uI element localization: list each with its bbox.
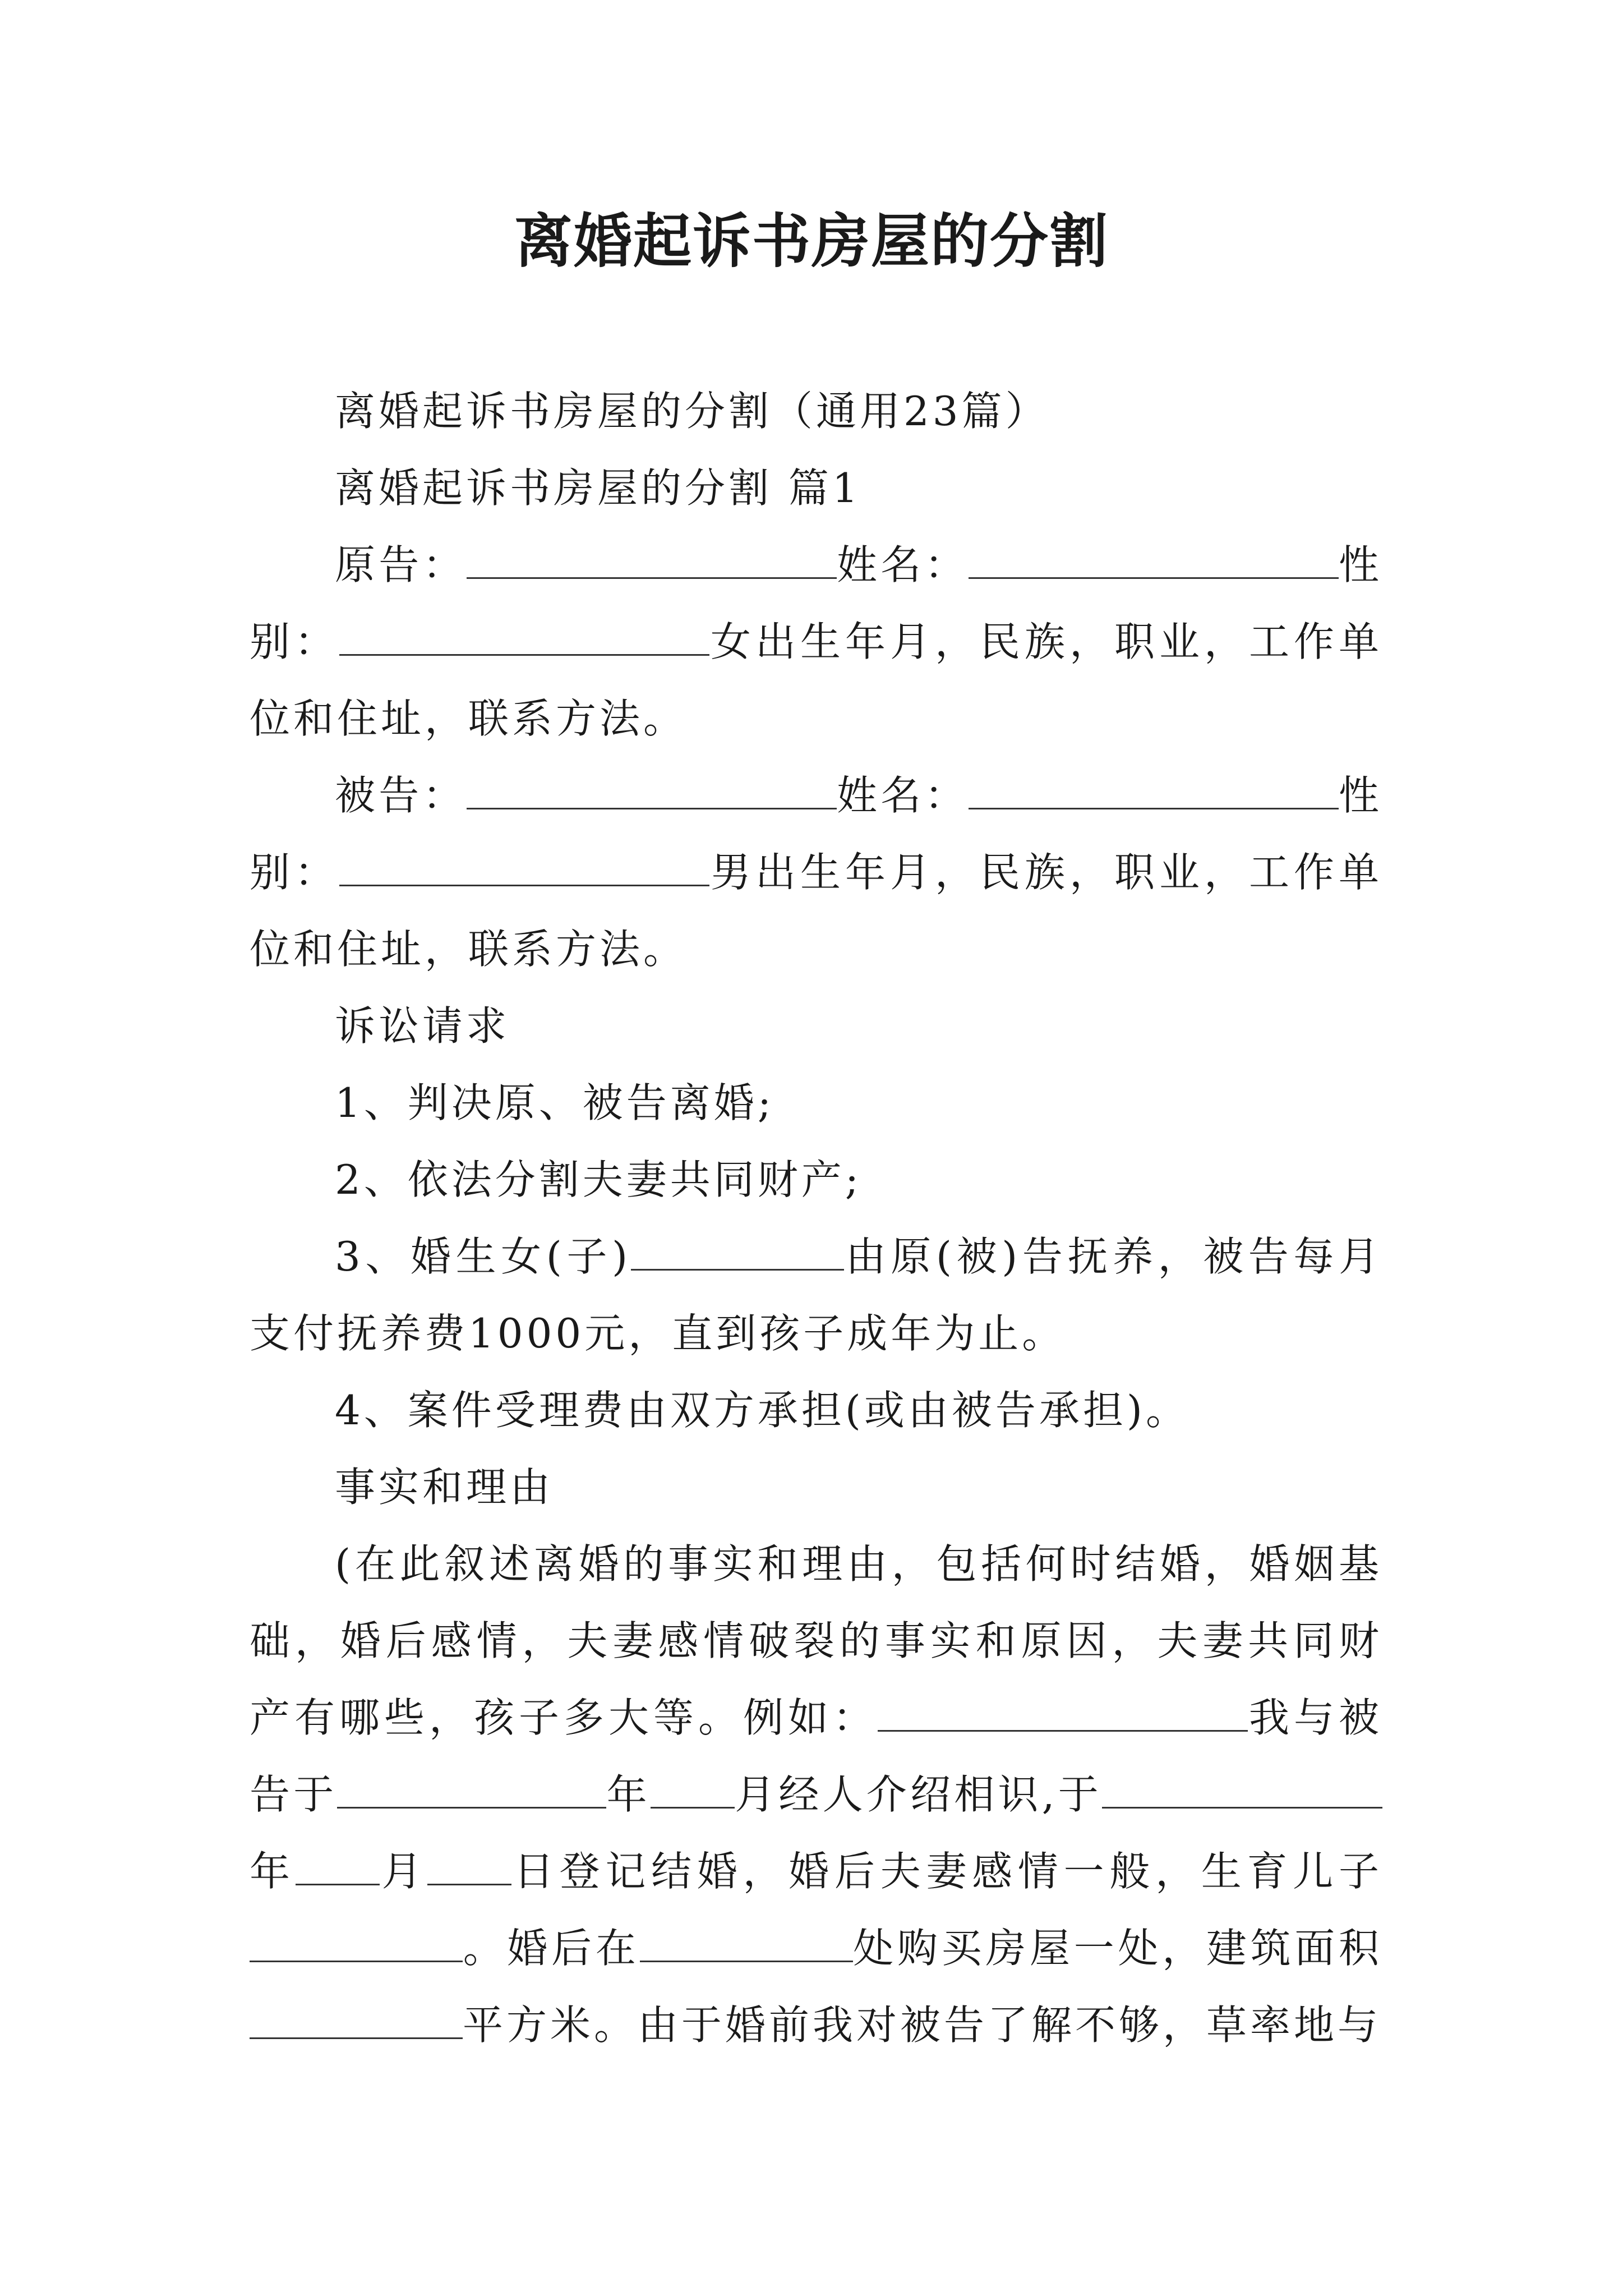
facts-text-8: 处购买房屋一处，建筑面积 [852, 1925, 1382, 1972]
defendant-gender-blank [339, 846, 709, 886]
facts-intro: (在此叙述离婚的事实和理由，包括何时结婚，婚姻基础，婚后感情，夫妻感情破裂的事实和原因，夫妻共同财产有哪些，孩子多大等。例如： [250, 1540, 1382, 1741]
claims-heading: 诉讼请求 [335, 1002, 510, 1050]
child-blank [631, 1231, 844, 1271]
facts-son-blank [250, 1922, 463, 1962]
claim-item: 1、判决原、被告离婚; [335, 1079, 775, 1126]
defendant-gender-label: 性别： [250, 772, 1382, 896]
document-title: 离婚起诉书房屋的分割 [514, 206, 1109, 275]
claim-item: 2、依法分割夫妻共同财产; [335, 1156, 863, 1203]
facts-text-9: 平方米。由于婚前我对被告了解不够，草率地与 [463, 2001, 1382, 2049]
facts-paragraph [250, 1526, 1382, 2064]
claim-item-4: 4、案件受理费由双方承担(或由被告承担)。 [335, 1387, 1189, 1434]
plaintiff-gender-blank [339, 616, 709, 656]
document-body [250, 373, 1382, 2064]
facts-text-2: 年 [606, 1771, 651, 1818]
facts-month-blank [651, 1769, 735, 1809]
defendant-details: 男出生年月，民族，职业，工作单位和住址，联系方法。 [250, 849, 1382, 973]
claim3-start: 3、婚生女(子) [335, 1233, 631, 1280]
defendant-blank [467, 770, 837, 809]
facts-heading: 事实和理由 [335, 1464, 554, 1511]
section-heading: 离婚起诉书房屋的分割 篇1 [335, 464, 861, 512]
facts-text-6: 日登记结婚，婚后夫妻感情一般，生育儿子 [511, 1848, 1382, 1895]
facts-year-blank-2 [1102, 1769, 1382, 1809]
plaintiff-details: 女出生年月，民族，职业，工作单位和住址，联系方法。 [250, 618, 1382, 742]
claim-item-3 [250, 1218, 1382, 1372]
facts-blank-1 [878, 1692, 1248, 1732]
defendant-name-label: 姓名： [836, 772, 969, 819]
facts-month-blank-2 [296, 1846, 380, 1885]
facts-text-4: 年 [250, 1848, 296, 1895]
plaintiff-blank [467, 539, 837, 579]
plaintiff-name-blank [969, 539, 1339, 579]
defendant-name-blank [969, 770, 1339, 809]
plaintiff-gender-label: 性别： [250, 541, 1382, 665]
facts-day-blank [427, 1846, 511, 1885]
plaintiff-paragraph [250, 527, 1382, 757]
defendant-paragraph [250, 757, 1382, 988]
plaintiff-name-label: 姓名： [836, 541, 969, 588]
facts-text-3: 月经人介绍相识,于 [734, 1771, 1102, 1818]
subtitle: 离婚起诉书房屋的分割（通用23篇） [335, 388, 1049, 435]
facts-year-blank [337, 1769, 606, 1809]
facts-text-5: 月 [379, 1848, 428, 1895]
claim3-end: 由原(被)告抚养，被告每月支付抚养费1000元，直到孩子成年为止。 [250, 1233, 1382, 1357]
facts-text-7: 。婚后在 [463, 1925, 640, 1972]
defendant-label: 被告： [335, 772, 467, 819]
facts-area-blank [250, 1999, 463, 2039]
plaintiff-label: 原告： [335, 541, 467, 588]
facts-location-blank [640, 1922, 853, 1962]
facts-text-1: 我与被告于 [250, 1694, 1382, 1818]
